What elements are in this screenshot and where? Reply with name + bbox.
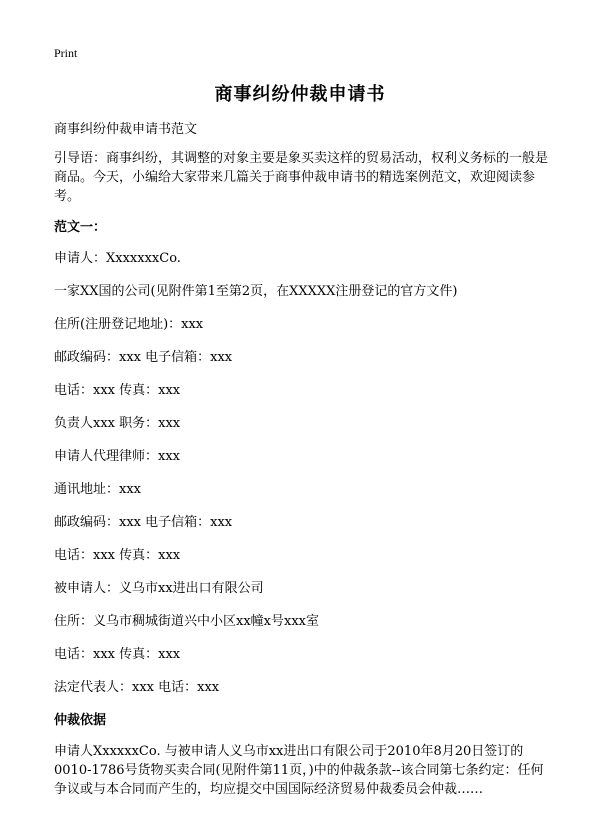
field-company-desc: 一家XX国的公司(见附件第1至第2页，在XXXXX注册登记的官方文件): [54, 284, 458, 299]
field-phone-fax-2: 电话：xxx 传真：xxx: [54, 548, 181, 563]
field-legal-rep: 法定代表人：xxx 电话：xxx: [54, 680, 220, 695]
print-link[interactable]: Print: [54, 46, 78, 60]
document-subtitle: 商事纠纷仲裁申请书范文: [54, 122, 198, 137]
field-responsible-person: 负责人xxx 职务：xxx: [54, 416, 181, 431]
document-body: [54, 120, 549, 799]
field-respondent: 被申请人：义乌市xx进出口有限公司: [54, 581, 264, 596]
field-applicant: 申请人：XxxxxxxCo.: [54, 251, 181, 266]
field-applicant-lawyer: 申请人代理律师：xxx: [54, 449, 180, 464]
field-postcode-email: 邮政编码：xxx 电子信箱：xxx: [54, 350, 233, 365]
field-phone-fax-3: 电话：xxx 传真：xxx: [54, 647, 181, 662]
document-title: 商事纠纷仲裁申请书: [214, 84, 386, 105]
section-heading-basis: 仲裁依据: [54, 713, 107, 728]
basis-paragraph: 申请人XxxxxxCo. 与被申请人义乌市xx进出口有限公司于2010年8月20日签订的0010-1786号货物买卖合同(见附件第11页，)中的仲裁条款--该合同第七条约定：任何争议或与本合同而产生的，均应提交中国国际经济贸易仲裁委员会仲裁……: [54, 744, 544, 797]
field-postcode-email-2: 邮政编码：xxx 电子信箱：xxx: [54, 515, 233, 530]
field-address: 住所(注册登记地址)：xxx: [54, 317, 204, 332]
field-respondent-address: 住所：义乌市稠城街道兴中小区xx幢x号xxx室: [54, 614, 319, 629]
intro-paragraph: 引导语：商事纠纷，其调整的对象主要是象买卖这样的贸易活动，权利义务标的一般是商品。今天，小编给大家带来几篇关于商事仲裁申请书的精选案例范文，欢迎阅读参考。: [54, 151, 549, 204]
section-heading-1: 范文一：: [54, 220, 107, 235]
field-phone-fax: 电话：xxx 传真：xxx: [54, 383, 181, 398]
field-mailing-address: 通讯地址：xxx: [54, 482, 141, 497]
